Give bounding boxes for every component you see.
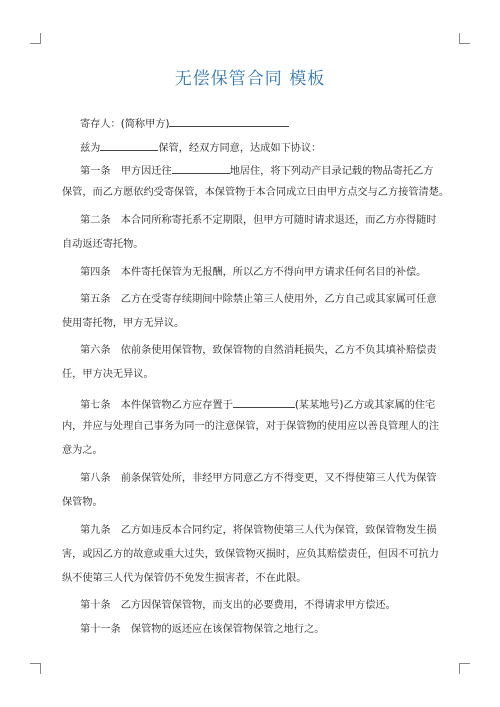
article-2-line-1: 第二条 本合同所称寄托系不定期限，但甲方可随时请求退还，而乙方亦得随时 bbox=[80, 215, 437, 226]
article-10-line-1: 第十条 乙方因保管保管物，而支出的必要费用，不得请求甲方偿还。 bbox=[80, 600, 396, 611]
depositor-label: 寄存人：(简称甲方) bbox=[80, 119, 170, 130]
article-8-line-2: 保管物。 bbox=[62, 497, 103, 508]
crop-mark-top-left bbox=[30, 33, 41, 44]
article-8-line-1: 第八条 前条保管处所，非经甲方同意乙方不得变更，又不得使第三人代为保管 bbox=[80, 473, 437, 484]
article-4-line-1: 第四条 本件寄托保管为无报酬，所以乙方不得向甲方请求任何名目的补偿。 bbox=[80, 267, 427, 278]
item-blank[interactable] bbox=[100, 139, 158, 151]
article-5-line-2: 使用寄托物，甲方无异议。 bbox=[62, 318, 185, 329]
article-6-line-2: 任，甲方决无异议。 bbox=[62, 369, 154, 380]
article-9-line-1: 第九条 乙方如违反本合同约定，将保管物使第三人代为保管，致保管物发生损 bbox=[80, 525, 437, 536]
article-6-line-1: 第六条 依前条使用保管物，致保管物的自然消耗损失，乙方不负其填补赔偿责 bbox=[80, 345, 437, 356]
destination-blank[interactable] bbox=[172, 162, 230, 174]
article-9-line-3: 纵不使第三人代为保管仍不免发生损害者，不在此限。 bbox=[62, 573, 307, 584]
document-title: 无偿保管合同 模板 bbox=[174, 69, 326, 89]
depositor-line bbox=[80, 115, 289, 132]
article-5-line-1: 第五条 乙方在受寄存续期间中除禁止第三人使用外，乙方自己或其家属可任意 bbox=[80, 294, 437, 305]
depositor-name-blank[interactable] bbox=[169, 115, 289, 127]
article-7-line-1: 第七条 本件保管物乙方应存置于 (某某地号)乙方或其家属的住宅 bbox=[80, 396, 435, 413]
article-7-line-3: 意为之。 bbox=[62, 445, 103, 456]
article-9-line-2: 害，或因乙方的故意或重大过失，致保管物灭损时，应负其赔偿责任，但因不可抗力 bbox=[62, 549, 439, 560]
crop-mark-bottom-left bbox=[30, 663, 41, 674]
storage-location-blank[interactable] bbox=[233, 396, 295, 408]
article-1-line-1: 第一条 甲方因迁往 地居住，将下列动产目录记载的物品寄托乙方 bbox=[80, 162, 433, 179]
article-2-line-2: 自动返还寄托物。 bbox=[62, 239, 144, 250]
article-1-line-2: 保管，而乙方愿依约受寄保管，本保管物于本合同成立日由甲方点交与乙方接管清楚。 bbox=[62, 187, 450, 198]
article-11-line-1: 第十一条 保管物的返还应在该保管物保管之地行之。 bbox=[80, 624, 325, 635]
article-7-line-2: 内，并应与处理自己事务为同一的注意保管，对于保管物的使用应以善良管理人的注 bbox=[62, 421, 439, 432]
crop-mark-top-right bbox=[459, 33, 470, 44]
crop-mark-bottom-right bbox=[459, 663, 470, 674]
preamble-line: 兹为 保管，经双方同意，达成如下协议： bbox=[80, 139, 321, 156]
